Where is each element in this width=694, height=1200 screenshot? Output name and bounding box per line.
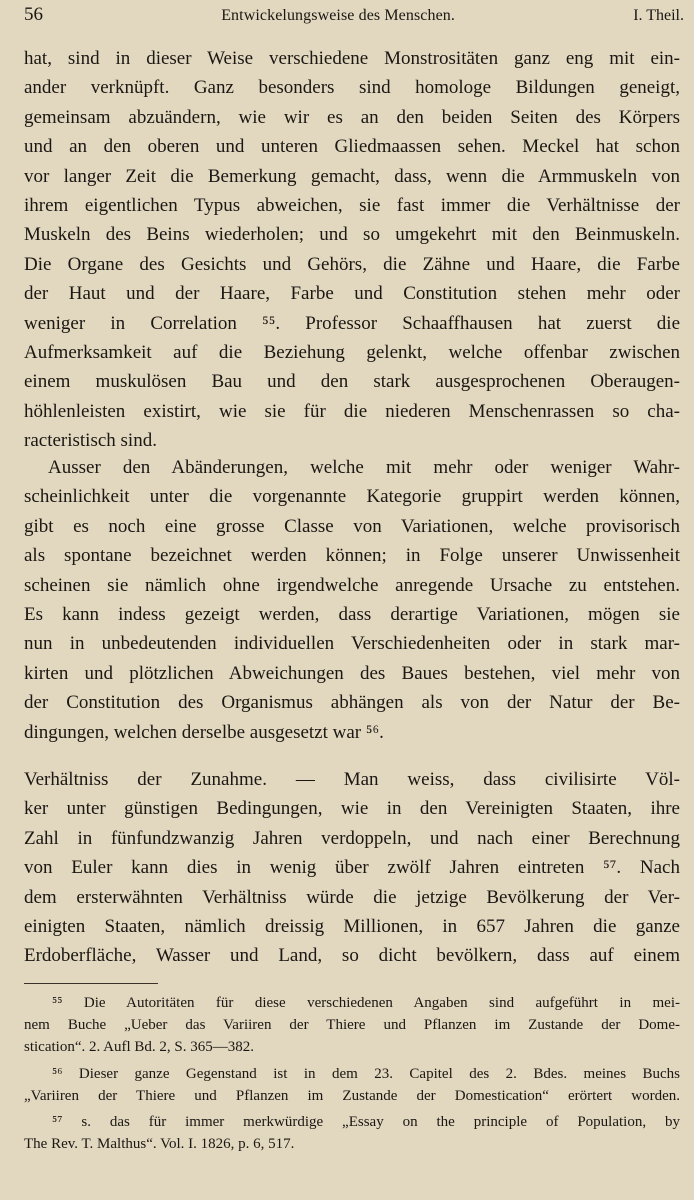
text-line: kirten und plötzlichen Abweichungen des Baues bestehen, viel mehr von [24, 662, 680, 684]
paragraph-2 [24, 453, 680, 747]
footnote-line: „Variiren der Thiere und Pflanzen im Zustande der Domestication“ erörtert worden. [24, 1087, 680, 1104]
text-line: einigten Staaten, nämlich dreissig Millionen, in 657 Jahren die ganze [24, 915, 680, 937]
footnote-line: stication“. 2. Aufl Bd. 2, S. 365—382. [24, 1039, 254, 1056]
text-line: von Euler kann dies in wenig über zwölf Jahren eintreten ⁵⁷. Nach [24, 857, 680, 879]
footnotes [24, 992, 680, 1155]
text-line: als spontane bezeichnet werden können; in Folge unserer Unwissenheit [24, 545, 680, 567]
footnote-line: nem Buche „Ueber das Variiren der Thiere und Pflanzen im Zustande der Dome- [24, 1017, 680, 1034]
text-line: dem ersterwähnten Verhältniss würde die jetzige Bevölkerung der Ver- [24, 886, 680, 908]
text-line: höhlenleisten existirt, wie sie für die niederen Menschenrassen so cha- [24, 400, 680, 422]
text-line: dingungen, welchen derselbe ausgesetzt war ⁵⁶. [24, 721, 384, 743]
paragraph-3 [24, 765, 680, 971]
text-line: scheinlichkeit unter die vorgenannte Kategorie gruppirt werden können, [24, 486, 680, 508]
text-line: einem muskulösen Bau und den stark ausgesprochenen Oberaugen- [24, 371, 680, 393]
text-line: Es kann indess gezeigt werden, dass derartige Variationen, mögen sie [24, 603, 680, 625]
text-line: Verhältniss der Zunahme. — Man weiss, dass civilisirte Völ- [24, 769, 680, 790]
text-line: Die Organe des Gesichts und Gehörs, die Zähne und Haare, die Farbe [24, 253, 680, 275]
section-label: I. Theil. [633, 7, 684, 24]
text-line: Muskeln des Beins wiederholen; und so umgekehrt mit den Beinmuskeln. [24, 224, 680, 246]
running-header [24, 4, 684, 30]
page-number: 56 [24, 4, 43, 25]
text-line: Aufmerksamkeit auf die Beziehung gelenkt, welche offenbar zwischen [24, 341, 680, 363]
text-line: Ausser den Abänderungen, welche mit mehr oder weniger Wahr- [48, 457, 680, 478]
text-line: ihrem eigentlichen Typus abweichen, sie fast immer die Verhältnisse der [24, 194, 680, 216]
text-line: hat, sind in dieser Weise verschiedene Monstrositäten ganz eng mit ein- [24, 48, 680, 69]
text-line: gibt es noch eine grosse Classe von Variationen, welche provisorisch [24, 515, 680, 537]
text-line: gemeinsam abzuändern, wie wir es an den beiden Seiten des Körpers [24, 106, 680, 128]
footnote-divider [24, 983, 158, 984]
footnote-line: ⁵⁵ Die Autoritäten für diese verschiedenen Angaben sind aufgeführt in mei- [52, 995, 680, 1011]
text-line: scheinen sie nämlich ohne irgendwelche anregende Ursache zu entstehen. [24, 574, 680, 596]
text-line: ker unter günstigen Bedingungen, wie in den Vereinigten Staaten, ihre [24, 798, 680, 820]
text-line: Zahl in fünfundzwanzig Jahren verdoppeln, und nach einer Berechnung [24, 827, 680, 849]
text-line: racteristisch sind. [24, 430, 157, 452]
footnote-line: ⁵⁷ s. das für immer merkwürdige „Essay on the principle of Population, by [52, 1113, 680, 1130]
text-line: Erdoberfläche, Wasser und Land, so dicht bevölkern, dass auf einem [24, 945, 680, 967]
text-line: nun in unbedeutenden individuellen Verschiedenheiten oder in stark mar- [24, 633, 680, 655]
text-line: der Constitution des Organismus abhängen als von der Natur der Be- [24, 692, 680, 714]
footnote-line: The Rev. T. Malthus“. Vol. I. 1826, p. 6, 517. [24, 1136, 295, 1153]
text-line: der Haut und der Haare, Farbe und Constitution stehen mehr oder [24, 283, 680, 305]
text-line: ander verknüpft. Ganz besonders sind homologe Bildungen geneigt, [24, 77, 680, 99]
text-line: vor langer Zeit die Bemerkung gemacht, dass, wenn die Armmuskeln von [24, 165, 680, 187]
text-line: und an den oberen und unteren Gliedmaassen sehen. Meckel hat schon [24, 136, 680, 158]
running-title: Entwickelungsweise des Menschen. [221, 7, 455, 24]
footnote-line: ⁵⁶ Dieser ganze Gegenstand ist in dem 23. Capitel des 2. Bdes. meines Buchs [52, 1065, 680, 1082]
text-line: weniger in Correlation ⁵⁵. Professor Schaaffhausen hat zuerst die [24, 312, 680, 334]
paragraph-1 [24, 44, 680, 455]
